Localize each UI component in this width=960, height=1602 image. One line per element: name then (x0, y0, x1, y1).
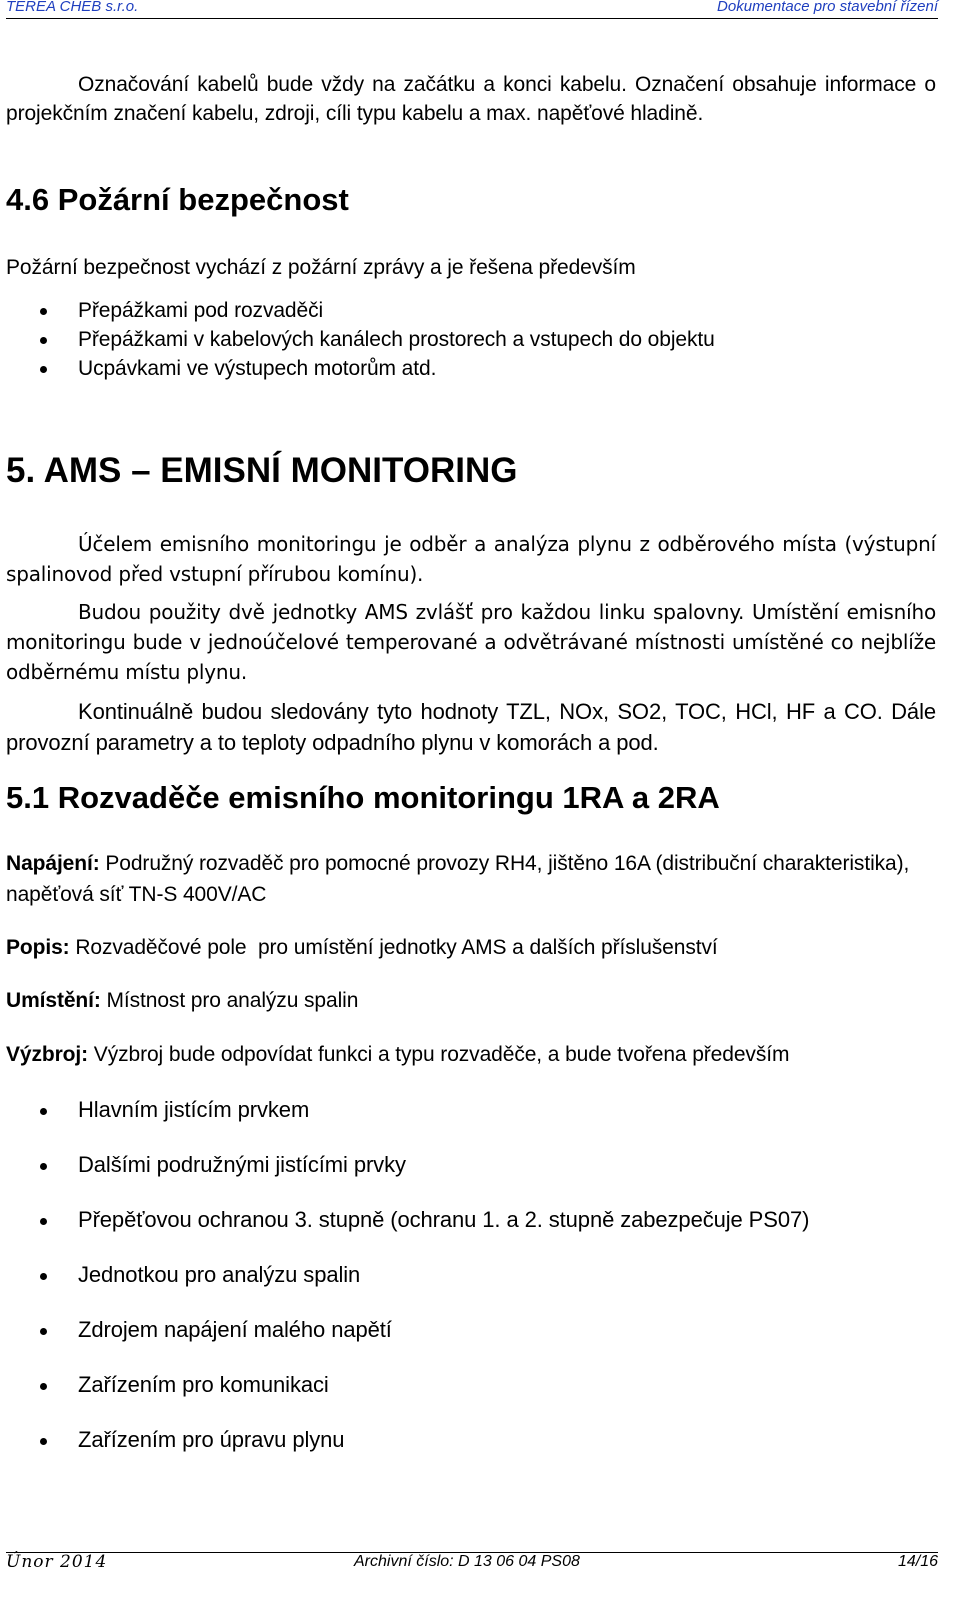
section-heading-4-6: 4.6 Požární bezpečnost (6, 182, 349, 217)
list-item: Hlavním jistícím prvkem (6, 1095, 936, 1150)
list-item: Zdrojem napájení malého napětí (6, 1315, 936, 1370)
footer-page-number: 14/16 (897, 1553, 938, 1570)
section-5-paragraph-2: Budou použity dvě jednotky AMS zvlášť pro každou linku spalovny. Umístění emisního monitoringu bude v jednoúčelové temperované a odvětrávané místnosti umístěné co nejblíže odběrnému místu plynu. (6, 600, 936, 684)
list-item: Dalšími podružnými jistícími prvky (6, 1150, 936, 1205)
section-5-paragraph-3: Kontinuálně budou sledovány tyto hodnoty TZL, NOx, SO2, TOC, HCl, HF a CO. Dále provozní parametry a to teploty odpadního plynu v komorách a pod. (6, 699, 936, 755)
list-item: Ucpávkami ve výstupech motorům atd. (6, 354, 936, 383)
page-footer (6, 1552, 938, 1602)
section-heading-5: 5. AMS – EMISNÍ MONITORING (6, 451, 518, 490)
fire-safety-list (6, 296, 936, 383)
field-napajeni (6, 848, 936, 910)
footer-date: Únor 2014 (6, 1552, 108, 1572)
intro-paragraph: Označování kabelů bude vždy na začátku a konci kabelu. Označení obsahuje informace o projekčním značení kabelu, zdroji, cíli typu kabelu a max. napěťové hladině. (6, 73, 936, 125)
field-popis (6, 932, 936, 963)
list-item: Přepěťovou ochranou 3. stupně (ochranu 1. a 2. stupně zabezpečuje PS07) (6, 1205, 936, 1260)
list-item: Zařízením pro úpravu plynu (6, 1425, 936, 1480)
footer-archive-number: Archivní číslo: D 13 06 04 PS08 (354, 1553, 580, 1570)
field-label: Popis: (6, 936, 70, 959)
header-company: TEREA CHEB s.r.o. (6, 0, 139, 15)
header-doc-type: Dokumentace pro stavební řízení (717, 0, 938, 15)
field-label: Napájení: (6, 852, 100, 875)
field-umisteni (6, 985, 936, 1016)
list-item: Jednotkou pro analýzu spalin (6, 1260, 936, 1315)
section-5-paragraph-1: Účelem emisního monitoringu je odběr a analýza plynu z odběrového místa (výstupní spalinovod před vstupní přírubou komínu). (6, 532, 936, 586)
field-label: Umístění: (6, 989, 101, 1012)
field-value: Místnost pro analýzu spalin (100, 989, 359, 1012)
field-value: Výzbroj bude odpovídat funkci a typu rozvaděče, a bude tvořena především (88, 1043, 790, 1066)
list-item: Přepážkami v kabelových kanálech prostorech a vstupech do objektu (6, 325, 936, 354)
field-value: Rozvaděčové pole pro umístění jednotky AMS a dalších příslušenství (69, 936, 718, 959)
equipment-list (6, 1095, 936, 1480)
page-header (6, 0, 938, 19)
field-value: Podružný rozvaděč pro pomocné provozy RH4, jištěno 16A (distribuční charakteristika), napěťová síť TN-S 400V/AC (6, 852, 910, 906)
field-vyzbroj (6, 1039, 936, 1070)
list-item: Přepážkami pod rozvaděči (6, 296, 936, 325)
field-label: Výzbroj: (6, 1043, 89, 1066)
list-item: Zařízením pro komunikaci (6, 1370, 936, 1425)
section-4-6-lead: Požární bezpečnost vychází z požární zprávy a je řešena především (6, 256, 636, 279)
section-heading-5-1: 5.1 Rozvaděče emisního monitoringu 1RA a 2RA (6, 780, 720, 815)
